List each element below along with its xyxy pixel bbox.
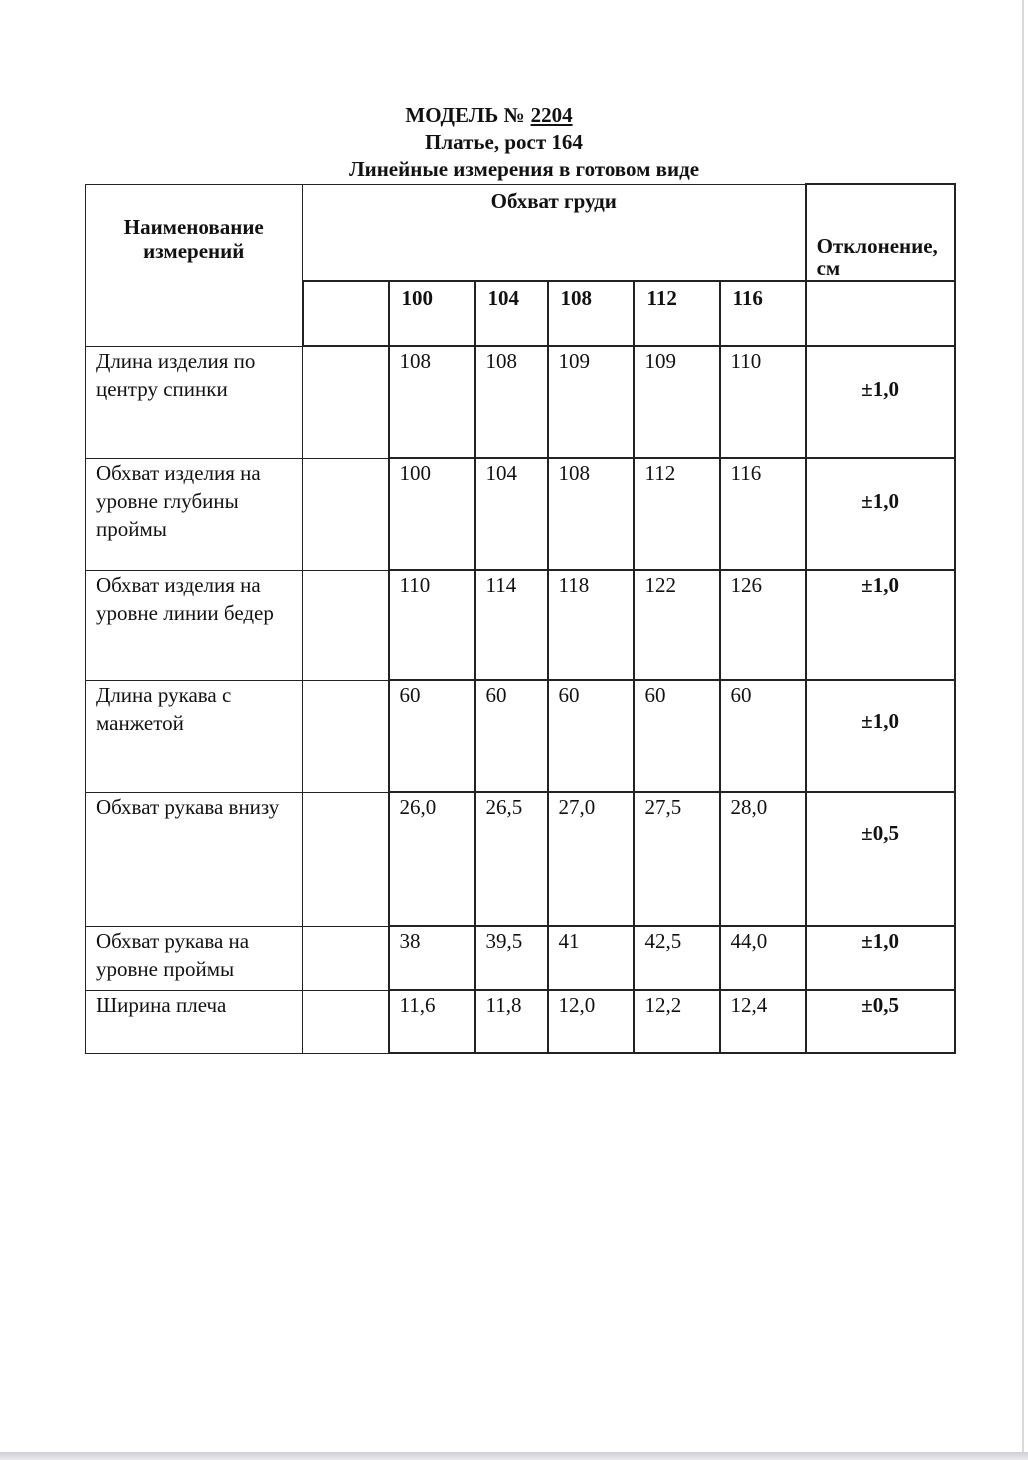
empty-cell — [303, 570, 389, 680]
measurement-value: 108 — [548, 458, 634, 570]
measurement-value: 41 — [548, 926, 634, 990]
measurement-name: Длина изделия по центру спинки — [86, 346, 303, 458]
measurement-name: Ширина плеча — [86, 990, 303, 1053]
measurement-value: 42,5 — [634, 926, 720, 990]
measurement-value: 118 — [548, 570, 634, 680]
measurement-value: 27,0 — [548, 792, 634, 926]
measurement-value: 26,0 — [389, 792, 475, 926]
measurement-value: 108 — [475, 346, 548, 458]
page-shadow — [0, 1452, 1028, 1460]
empty-cell — [303, 792, 389, 926]
table-row — [86, 792, 955, 926]
header-row — [86, 184, 955, 281]
measurement-value: 44,0 — [720, 926, 806, 990]
table-row — [86, 990, 955, 1053]
chest-girth-header: Обхват груди — [303, 184, 806, 281]
size-header: 112 — [634, 281, 720, 346]
empty-cell — [303, 346, 389, 458]
measurement-value: 60 — [389, 680, 475, 792]
measurement-value: 28,0 — [720, 792, 806, 926]
table-row — [86, 570, 955, 680]
measurement-value: 122 — [634, 570, 720, 680]
measurement-value: 38 — [389, 926, 475, 990]
size-header: 100 — [389, 281, 475, 346]
deviation-value: ±0,5 — [806, 990, 955, 1053]
measurements-table — [85, 183, 956, 1054]
table-caption: Линейные измерения в готовом виде — [348, 157, 700, 181]
measurement-value: 110 — [720, 346, 806, 458]
measurement-value: 126 — [720, 570, 806, 680]
measurement-value: 114 — [475, 570, 548, 680]
measurement-value: 108 — [389, 346, 475, 458]
measurement-value: 39,5 — [475, 926, 548, 990]
product-subtitle: Платье, рост 164 — [425, 130, 583, 154]
measurement-value: 12,4 — [720, 990, 806, 1053]
deviation-value: ±1,0 — [806, 680, 955, 792]
deviation-empty-cell — [806, 281, 955, 346]
table-row — [86, 680, 955, 792]
empty-cell — [303, 458, 389, 570]
measurement-value: 12,2 — [634, 990, 720, 1053]
deviation-value: ±1,0 — [806, 570, 955, 680]
measurement-value: 109 — [548, 346, 634, 458]
empty-cell — [303, 990, 389, 1053]
measurement-value: 104 — [475, 458, 548, 570]
measurement-value: 60 — [720, 680, 806, 792]
measurement-value: 109 — [634, 346, 720, 458]
size-header: 116 — [720, 281, 806, 346]
model-title — [0, 103, 1003, 127]
measurement-name: Обхват изделия на уровне глубины проймы — [86, 458, 303, 570]
measurement-name: Обхват рукава внизу — [86, 792, 303, 926]
deviation-value: ±1,0 — [806, 458, 955, 570]
empty-cell — [303, 926, 389, 990]
measurement-value: 100 — [389, 458, 475, 570]
measurement-name: Обхват рукава на уровне проймы — [86, 926, 303, 990]
measurement-value: 112 — [634, 458, 720, 570]
measurement-value: 11,6 — [389, 990, 475, 1053]
measurement-value: 116 — [720, 458, 806, 570]
size-header: 104 — [475, 281, 548, 346]
measurement-value: 12,0 — [548, 990, 634, 1053]
model-label: МОДЕЛЬ № — [405, 103, 525, 127]
measurement-value: 26,5 — [475, 792, 548, 926]
table-row — [86, 926, 955, 990]
empty-cell — [303, 680, 389, 792]
measurement-value: 110 — [389, 570, 475, 680]
measurement-value: 60 — [634, 680, 720, 792]
size-empty-cell — [303, 281, 389, 346]
table-row — [86, 458, 955, 570]
measurement-value: 60 — [548, 680, 634, 792]
measurement-name-header: Наименование измерений — [86, 184, 303, 346]
measurement-value: 27,5 — [634, 792, 720, 926]
measurement-name: Обхват изделия на уровне линии бедер — [86, 570, 303, 680]
measurement-name: Длина рукава с манжетой — [86, 680, 303, 792]
deviation-value: ±1,0 — [806, 346, 955, 458]
table-row — [86, 346, 955, 458]
deviation-value: ±1,0 — [806, 926, 955, 990]
model-number: 2204 — [530, 103, 573, 127]
measurement-value: 60 — [475, 680, 548, 792]
measurement-value: 11,8 — [475, 990, 548, 1053]
size-header: 108 — [548, 281, 634, 346]
deviation-value: ±0,5 — [806, 792, 955, 926]
deviation-header: Отклонение, см — [806, 184, 955, 281]
